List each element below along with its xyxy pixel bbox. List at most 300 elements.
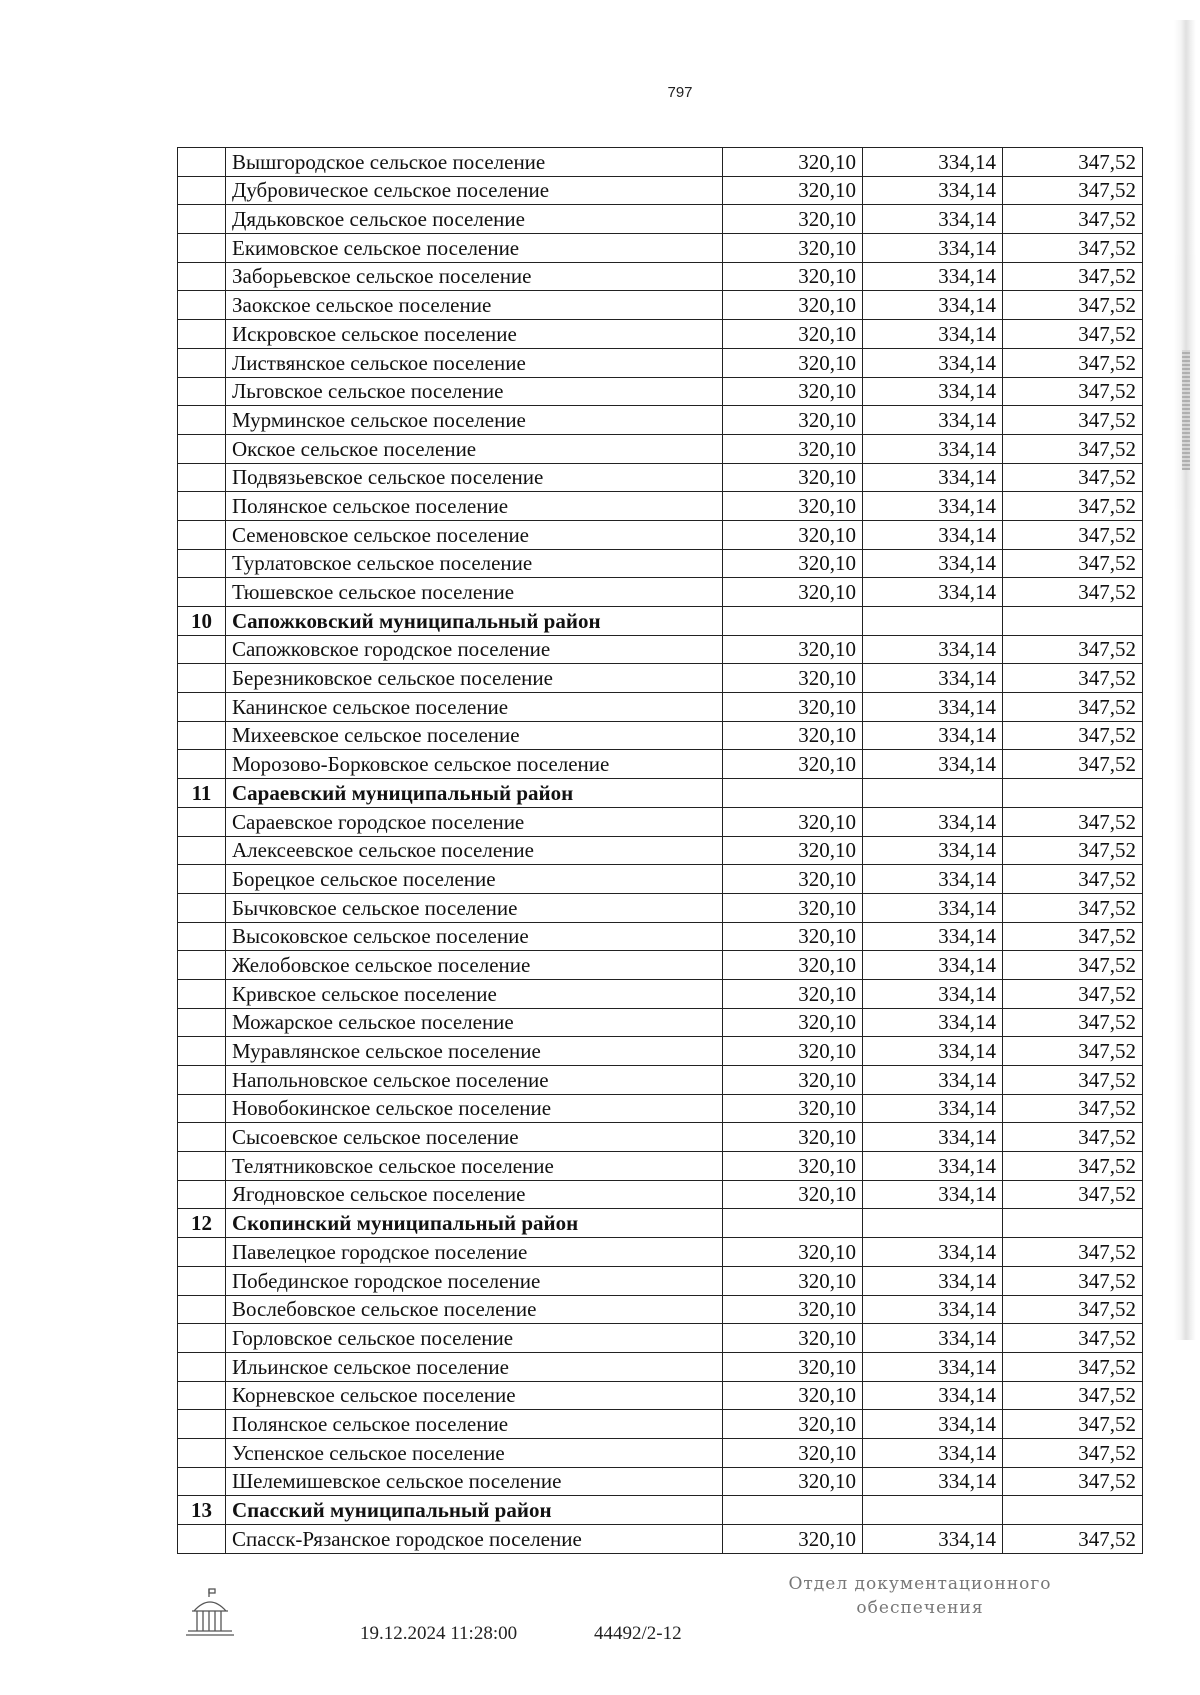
value-col-2: 334,14	[863, 1066, 1003, 1095]
settlement-name: Подвязьевское сельское поселение	[226, 463, 723, 492]
table-row	[178, 406, 1143, 435]
row-number	[178, 1295, 226, 1324]
value-col-1	[723, 1209, 863, 1238]
value-col-2: 334,14	[863, 1094, 1003, 1123]
row-number	[178, 750, 226, 779]
table-row	[178, 807, 1143, 836]
row-number: 11	[178, 779, 226, 808]
value-col-1: 320,10	[723, 492, 863, 521]
row-number	[178, 1467, 226, 1496]
row-number: 13	[178, 1496, 226, 1525]
settlement-name: Тюшевское сельское поселение	[226, 578, 723, 607]
value-col-1: 320,10	[723, 979, 863, 1008]
table-row	[178, 234, 1143, 263]
table-row	[178, 578, 1143, 607]
row-number	[178, 320, 226, 349]
row-number	[178, 205, 226, 234]
value-col-1: 320,10	[723, 1410, 863, 1439]
value-col-2	[863, 779, 1003, 808]
district-row	[178, 1496, 1143, 1525]
row-number	[178, 922, 226, 951]
settlement-name: Можарское сельское поселение	[226, 1008, 723, 1037]
row-number	[178, 148, 226, 177]
settlement-name: Бычковское сельское поселение	[226, 893, 723, 922]
value-col-3: 347,52	[1003, 1352, 1143, 1381]
settlement-name: Напольновское сельское поселение	[226, 1066, 723, 1095]
value-col-2: 334,14	[863, 406, 1003, 435]
row-number	[178, 463, 226, 492]
value-col-2: 334,14	[863, 1467, 1003, 1496]
row-number	[178, 1525, 226, 1554]
row-number	[178, 807, 226, 836]
value-col-2: 334,14	[863, 721, 1003, 750]
table-row	[178, 750, 1143, 779]
value-col-3: 347,52	[1003, 1525, 1143, 1554]
value-col-3: 347,52	[1003, 1295, 1143, 1324]
settlement-name: Дядьковское сельское поселение	[226, 205, 723, 234]
settlement-name: Турлатовское сельское поселение	[226, 549, 723, 578]
settlement-name: Павелецкое городское поселение	[226, 1238, 723, 1267]
row-number	[178, 721, 226, 750]
value-col-2: 334,14	[863, 893, 1003, 922]
value-col-3: 347,52	[1003, 865, 1143, 894]
value-col-1: 320,10	[723, 1381, 863, 1410]
value-col-1: 320,10	[723, 693, 863, 722]
settlement-name: Льговское сельское поселение	[226, 377, 723, 406]
row-number	[178, 1094, 226, 1123]
table-row	[178, 1410, 1143, 1439]
value-col-3: 347,52	[1003, 1410, 1143, 1439]
value-col-1: 320,10	[723, 291, 863, 320]
table-row	[178, 1381, 1143, 1410]
value-col-2: 334,14	[863, 750, 1003, 779]
row-number	[178, 1266, 226, 1295]
value-col-3: 347,52	[1003, 721, 1143, 750]
settlement-name: Морозово-Борковское сельское поселение	[226, 750, 723, 779]
value-col-1: 320,10	[723, 377, 863, 406]
table-row	[178, 205, 1143, 234]
value-col-2: 334,14	[863, 291, 1003, 320]
table-row	[178, 1094, 1143, 1123]
scan-edge-marks	[1174, 20, 1196, 1340]
value-col-2: 334,14	[863, 836, 1003, 865]
row-number	[178, 1152, 226, 1181]
settlement-name: Искровское сельское поселение	[226, 320, 723, 349]
settlement-name: Скопинский муниципальный район	[226, 1209, 723, 1238]
table-row	[178, 1180, 1143, 1209]
value-col-2: 334,14	[863, 320, 1003, 349]
value-col-2: 334,14	[863, 348, 1003, 377]
value-col-2: 334,14	[863, 520, 1003, 549]
duma-logo-icon	[184, 1587, 236, 1644]
value-col-3: 347,52	[1003, 291, 1143, 320]
table-row	[178, 1008, 1143, 1037]
value-col-3: 347,52	[1003, 693, 1143, 722]
value-col-1: 320,10	[723, 434, 863, 463]
value-col-3: 347,52	[1003, 434, 1143, 463]
stamp-line-2: обеспечения	[856, 1598, 984, 1618]
value-col-3	[1003, 1496, 1143, 1525]
settlement-name: Сараевское городское поселение	[226, 807, 723, 836]
value-col-2: 334,14	[863, 865, 1003, 894]
value-col-3: 347,52	[1003, 377, 1143, 406]
value-col-3: 347,52	[1003, 1037, 1143, 1066]
value-col-2: 334,14	[863, 807, 1003, 836]
settlement-name: Сапожковский муниципальный район	[226, 607, 723, 636]
value-col-1: 320,10	[723, 406, 863, 435]
value-col-3: 347,52	[1003, 176, 1143, 205]
value-col-1: 320,10	[723, 176, 863, 205]
value-col-1: 320,10	[723, 549, 863, 578]
value-col-3: 347,52	[1003, 893, 1143, 922]
value-col-1: 320,10	[723, 865, 863, 894]
value-col-1: 320,10	[723, 664, 863, 693]
value-col-3: 347,52	[1003, 320, 1143, 349]
table-row	[178, 520, 1143, 549]
table-row	[178, 1467, 1143, 1496]
value-col-1: 320,10	[723, 1467, 863, 1496]
table-row	[178, 1266, 1143, 1295]
settlement-name: Желобовское сельское поселение	[226, 951, 723, 980]
value-col-3: 347,52	[1003, 1266, 1143, 1295]
table-row	[178, 377, 1143, 406]
table-row	[178, 922, 1143, 951]
table-row	[178, 1324, 1143, 1353]
value-col-2: 334,14	[863, 262, 1003, 291]
value-col-3: 347,52	[1003, 1066, 1143, 1095]
settlement-name: Мурминское сельское поселение	[226, 406, 723, 435]
table-row	[178, 463, 1143, 492]
value-col-1: 320,10	[723, 635, 863, 664]
value-col-3: 347,52	[1003, 463, 1143, 492]
value-col-3: 347,52	[1003, 1180, 1143, 1209]
settlement-name: Кривское сельское поселение	[226, 979, 723, 1008]
settlement-name: Семеновское сельское поселение	[226, 520, 723, 549]
value-col-2: 334,14	[863, 1410, 1003, 1439]
value-col-2: 334,14	[863, 1324, 1003, 1353]
value-col-2: 334,14	[863, 1381, 1003, 1410]
value-col-1: 320,10	[723, 1238, 863, 1267]
tariff-table	[177, 147, 1143, 1554]
value-col-2: 334,14	[863, 1438, 1003, 1467]
value-col-1: 320,10	[723, 1123, 863, 1152]
value-col-2: 334,14	[863, 1008, 1003, 1037]
value-col-1: 320,10	[723, 750, 863, 779]
table-row	[178, 664, 1143, 693]
value-col-2: 334,14	[863, 377, 1003, 406]
settlement-name: Листвянское сельское поселение	[226, 348, 723, 377]
footer-datetime: 19.12.2024 11:28:00	[360, 1623, 518, 1644]
value-col-2: 334,14	[863, 205, 1003, 234]
settlement-name: Канинское сельское поселение	[226, 693, 723, 722]
value-col-1: 320,10	[723, 1152, 863, 1181]
settlement-name: Сысоевское сельское поселение	[226, 1123, 723, 1152]
row-number	[178, 434, 226, 463]
value-col-1	[723, 607, 863, 636]
settlement-name: Вышгородское сельское поселение	[226, 148, 723, 177]
table-row	[178, 549, 1143, 578]
settlement-name: Заокское сельское поселение	[226, 291, 723, 320]
value-col-3: 347,52	[1003, 1438, 1143, 1467]
row-number	[178, 1324, 226, 1353]
value-col-3: 347,52	[1003, 520, 1143, 549]
value-col-2: 334,14	[863, 922, 1003, 951]
value-col-3: 347,52	[1003, 348, 1143, 377]
value-col-3: 347,52	[1003, 750, 1143, 779]
value-col-3: 347,52	[1003, 1152, 1143, 1181]
table-row	[178, 1066, 1143, 1095]
row-number	[178, 262, 226, 291]
table-row	[178, 721, 1143, 750]
settlement-name: Дубровическое сельское поселение	[226, 176, 723, 205]
table-row	[178, 492, 1143, 521]
table-row	[178, 693, 1143, 722]
row-number	[178, 1123, 226, 1152]
row-number	[178, 951, 226, 980]
table-row	[178, 893, 1143, 922]
settlement-name: Екимовское сельское поселение	[226, 234, 723, 263]
value-col-3: 347,52	[1003, 635, 1143, 664]
value-col-3: 347,52	[1003, 234, 1143, 263]
settlement-name: Спасский муниципальный район	[226, 1496, 723, 1525]
table-row	[178, 979, 1143, 1008]
value-col-2: 334,14	[863, 951, 1003, 980]
value-col-1: 320,10	[723, 348, 863, 377]
row-number	[178, 1180, 226, 1209]
row-number	[178, 291, 226, 320]
row-number	[178, 1352, 226, 1381]
row-number: 10	[178, 607, 226, 636]
value-col-3: 347,52	[1003, 1324, 1143, 1353]
value-col-3	[1003, 607, 1143, 636]
value-col-2: 334,14	[863, 1037, 1003, 1066]
value-col-2: 334,14	[863, 148, 1003, 177]
value-col-1: 320,10	[723, 1295, 863, 1324]
value-col-2: 334,14	[863, 234, 1003, 263]
row-number	[178, 1037, 226, 1066]
stamp-line-1: Отдел документационного	[788, 1574, 1052, 1594]
row-number	[178, 176, 226, 205]
value-col-3	[1003, 779, 1143, 808]
value-col-3: 347,52	[1003, 664, 1143, 693]
value-col-2	[863, 1496, 1003, 1525]
value-col-2	[863, 607, 1003, 636]
settlement-name: Новобокинское сельское поселение	[226, 1094, 723, 1123]
value-col-1: 320,10	[723, 1324, 863, 1353]
table-row	[178, 1123, 1143, 1152]
value-col-3: 347,52	[1003, 578, 1143, 607]
footer-doc-number: 44492/2-12	[594, 1623, 682, 1644]
value-col-1: 320,10	[723, 520, 863, 549]
value-col-2: 334,14	[863, 693, 1003, 722]
settlement-name: Ильинское сельское поселение	[226, 1352, 723, 1381]
settlement-name: Телятниковское сельское поселение	[226, 1152, 723, 1181]
value-col-1: 320,10	[723, 578, 863, 607]
table-body	[178, 148, 1143, 1554]
value-col-2: 334,14	[863, 1152, 1003, 1181]
row-number	[178, 635, 226, 664]
page-number: 797	[667, 84, 693, 101]
value-col-3: 347,52	[1003, 1238, 1143, 1267]
table-row	[178, 1037, 1143, 1066]
value-col-2: 334,14	[863, 1238, 1003, 1267]
value-col-1	[723, 1496, 863, 1525]
district-row	[178, 779, 1143, 808]
value-col-2	[863, 1209, 1003, 1238]
settlement-name: Успенское сельское поселение	[226, 1438, 723, 1467]
settlement-name: Побединское городское поселение	[226, 1266, 723, 1295]
table-row	[178, 635, 1143, 664]
value-col-2: 334,14	[863, 664, 1003, 693]
table-row	[178, 1438, 1143, 1467]
value-col-3: 347,52	[1003, 262, 1143, 291]
settlement-name: Полянское сельское поселение	[226, 492, 723, 521]
district-row	[178, 607, 1143, 636]
department-stamp	[770, 1572, 1070, 1620]
table-row	[178, 1295, 1143, 1324]
settlement-name: Михеевское сельское поселение	[226, 721, 723, 750]
value-col-1: 320,10	[723, 807, 863, 836]
value-col-3: 347,52	[1003, 1467, 1143, 1496]
row-number	[178, 865, 226, 894]
value-col-3: 347,52	[1003, 1094, 1143, 1123]
value-col-1: 320,10	[723, 1438, 863, 1467]
value-col-2: 334,14	[863, 1352, 1003, 1381]
value-col-1: 320,10	[723, 320, 863, 349]
table-row	[178, 320, 1143, 349]
value-col-1: 320,10	[723, 1037, 863, 1066]
row-number	[178, 836, 226, 865]
row-number	[178, 549, 226, 578]
table-row	[178, 951, 1143, 980]
table-row	[178, 1352, 1143, 1381]
value-col-1: 320,10	[723, 721, 863, 750]
settlement-name: Муравлянское сельское поселение	[226, 1037, 723, 1066]
settlement-name: Березниковское сельское поселение	[226, 664, 723, 693]
table-row	[178, 434, 1143, 463]
row-number	[178, 1438, 226, 1467]
value-col-3	[1003, 1209, 1143, 1238]
value-col-1: 320,10	[723, 463, 863, 492]
row-number	[178, 492, 226, 521]
row-number	[178, 520, 226, 549]
table-row	[178, 1238, 1143, 1267]
value-col-1: 320,10	[723, 1008, 863, 1037]
row-number	[178, 348, 226, 377]
settlement-name: Ягодновское сельское поселение	[226, 1180, 723, 1209]
value-col-1	[723, 779, 863, 808]
settlement-name: Алексеевское сельское поселение	[226, 836, 723, 865]
value-col-1: 320,10	[723, 836, 863, 865]
value-col-1: 320,10	[723, 148, 863, 177]
value-col-2: 334,14	[863, 176, 1003, 205]
row-number	[178, 979, 226, 1008]
table-row	[178, 865, 1143, 894]
value-col-3: 347,52	[1003, 549, 1143, 578]
row-number	[178, 377, 226, 406]
value-col-1: 320,10	[723, 1094, 863, 1123]
row-number	[178, 1381, 226, 1410]
settlement-name: Окское сельское поселение	[226, 434, 723, 463]
value-col-1: 320,10	[723, 922, 863, 951]
value-col-2: 334,14	[863, 1525, 1003, 1554]
value-col-1: 320,10	[723, 1180, 863, 1209]
value-col-3: 347,52	[1003, 492, 1143, 521]
value-col-2: 334,14	[863, 549, 1003, 578]
value-col-3: 347,52	[1003, 148, 1143, 177]
row-number	[178, 1066, 226, 1095]
table-row	[178, 1152, 1143, 1181]
row-number	[178, 1238, 226, 1267]
row-number	[178, 406, 226, 435]
table-row	[178, 1525, 1143, 1554]
row-number	[178, 693, 226, 722]
row-number	[178, 893, 226, 922]
settlement-name: Спасск-Рязанское городское поселение	[226, 1525, 723, 1554]
settlement-name: Полянское сельское поселение	[226, 1410, 723, 1439]
table-row	[178, 262, 1143, 291]
row-number	[178, 578, 226, 607]
value-col-2: 334,14	[863, 979, 1003, 1008]
value-col-3: 347,52	[1003, 1123, 1143, 1152]
value-col-3: 347,52	[1003, 807, 1143, 836]
row-number	[178, 664, 226, 693]
value-col-2: 334,14	[863, 1123, 1003, 1152]
value-col-2: 334,14	[863, 578, 1003, 607]
district-row	[178, 1209, 1143, 1238]
value-col-2: 334,14	[863, 492, 1003, 521]
table-row	[178, 148, 1143, 177]
value-col-2: 334,14	[863, 434, 1003, 463]
value-col-2: 334,14	[863, 635, 1003, 664]
value-col-1: 320,10	[723, 234, 863, 263]
value-col-3: 347,52	[1003, 951, 1143, 980]
table-row	[178, 291, 1143, 320]
settlement-name: Сапожковское городское поселение	[226, 635, 723, 664]
value-col-1: 320,10	[723, 1352, 863, 1381]
table-row	[178, 348, 1143, 377]
settlement-name: Шелемишевское сельское поселение	[226, 1467, 723, 1496]
value-col-3: 347,52	[1003, 205, 1143, 234]
settlement-name: Корневское сельское поселение	[226, 1381, 723, 1410]
row-number	[178, 1410, 226, 1439]
value-col-1: 320,10	[723, 951, 863, 980]
settlement-name: Горловское сельское поселение	[226, 1324, 723, 1353]
settlement-name: Вослебовское сельское поселение	[226, 1295, 723, 1324]
value-col-2: 334,14	[863, 1295, 1003, 1324]
value-col-1: 320,10	[723, 262, 863, 291]
value-col-1: 320,10	[723, 1266, 863, 1295]
row-number: 12	[178, 1209, 226, 1238]
value-col-1: 320,10	[723, 205, 863, 234]
value-col-2: 334,14	[863, 463, 1003, 492]
value-col-3: 347,52	[1003, 836, 1143, 865]
value-col-3: 347,52	[1003, 979, 1143, 1008]
table-row	[178, 836, 1143, 865]
value-col-3: 347,52	[1003, 406, 1143, 435]
settlement-name: Высоковское сельское поселение	[226, 922, 723, 951]
table-row	[178, 176, 1143, 205]
value-col-3: 347,52	[1003, 922, 1143, 951]
value-col-2: 334,14	[863, 1180, 1003, 1209]
settlement-name: Заборьевское сельское поселение	[226, 262, 723, 291]
value-col-2: 334,14	[863, 1266, 1003, 1295]
value-col-1: 320,10	[723, 1066, 863, 1095]
value-col-3: 347,52	[1003, 1008, 1143, 1037]
settlement-name: Сараевский муниципальный район	[226, 779, 723, 808]
settlement-name: Борецкое сельское поселение	[226, 865, 723, 894]
value-col-3: 347,52	[1003, 1381, 1143, 1410]
